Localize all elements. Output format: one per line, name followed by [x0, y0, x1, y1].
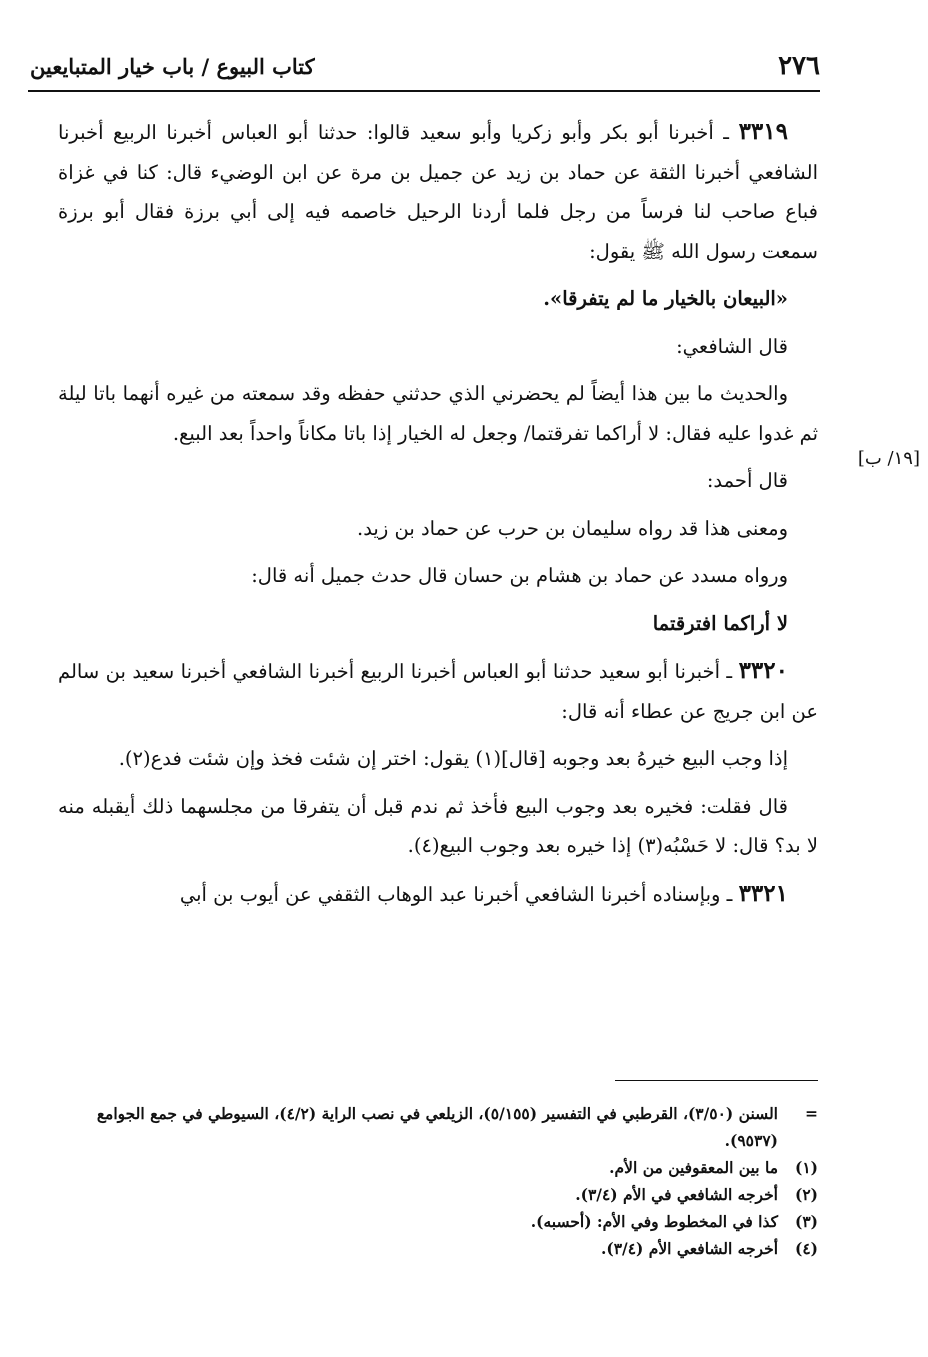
footnote-text: السنن (٣/٥٠)، القرطبي في التفسير (٥/١٥٥)، الزيلعي في نصب الراية (٤/٢)، السيوطي في جمع الجوامع (٩٥٣٧). [96, 1104, 778, 1150]
commentary-paragraph: قال فقلت: فخيره بعد وجوب البيع فأخذ ثم ندم قبل أن يتفرقا من مجلسهما ذلك أيقبله منه لا بد؟ قال: لا حَسْبُه(٣) إذا خيره بعد وجوب البيع(٤). [58, 794, 818, 857]
footnote-mark: (٣) [794, 1212, 818, 1231]
footnote [56, 1181, 818, 1208]
footnote [56, 1208, 818, 1235]
hadith-text: ـ وبإسناده أخبرنا الشافعي أخبرنا عبد الوهاب الثقفي عن أيوب بن أبي [179, 882, 733, 906]
speaker-line: قال أحمد: [706, 469, 788, 492]
commentary-paragraph: ومعنى هذا قد رواه سليمان بن حرب عن حماد بن زيد. [357, 516, 788, 540]
hadith-text: ـ أخبرنا أبو بكر وأبو زكريا وأبو سعيد قالوا: حدثنا أبو العباس أخبرنا الربيع أخبرنا الشافعي أخبرنا الثقة عن حماد بن زيد عن جميل بن مرة عن ابن الوضيء قال: كنا في غزاة فباع صاحب لنا فرساً من رجل فلما أردنا الرحيل خاصمه فيه إلى أبي برزة فقال أبو برزة سمعت رسول الله ﷺ يقول: [58, 121, 818, 263]
hadith-3320 [58, 651, 818, 731]
footnote-mark: (١) [794, 1158, 818, 1177]
hadith-quote: لا أراكما افترقتما [652, 611, 788, 635]
footnotes [56, 1100, 818, 1262]
footnote-text: أخرجه الشافعي الأم (٣/٤). [600, 1239, 778, 1258]
footnote-mark: (٢) [794, 1185, 818, 1204]
hadith-text: ـ أخبرنا أبو سعيد حدثنا أبو العباس أخبرنا الربيع أخبرنا الشافعي أخبرنا سعيد بن سالم عن ابن جريج عن عطاء أنه قال: [58, 660, 818, 723]
footnote-text: أخرجه الشافعي في الأم (٣/٤). [575, 1185, 778, 1204]
footnote-mark: (٤) [794, 1239, 818, 1258]
footnote-text: ما بين المعقوفين من الأم. [609, 1158, 778, 1177]
running-title: كتاب البيوع / باب خيار المتبايعين [30, 53, 315, 79]
hadith-quote: «البيعان بالخيار ما لم يتفرقا». [543, 287, 788, 310]
footnote [56, 1100, 818, 1154]
footnote-separator [615, 1080, 818, 1081]
hadith-number: ٣٣٢٠ [738, 657, 788, 684]
footnote [56, 1235, 818, 1262]
commentary-paragraph: ورواه مسدد عن حماد بن هشام بن حسان قال حدث جميل أنه قال: [251, 564, 788, 587]
hadith-number: ٣٣١٩ [738, 118, 788, 145]
manuscript-folio-note: [١٩/ ب] [857, 448, 920, 469]
commentary-paragraph: إذا وجب البيع خيرهُ بعد وجوبه [قال](١) يقول: اختر إن شئت فخذ وإن شئت فدع(٢). [118, 747, 788, 770]
header-rule [28, 90, 820, 92]
speaker-line: قال الشافعي: [676, 334, 788, 358]
commentary-paragraph: والحديث ما بين هذا أيضاً لم يحضرني الذي حدثني حفظه وقد سمعته من غيره أنهما باتا ليلة ثم غدوا عليه فقال: لا أراكما تفرقتما/ وجعل له الخيار إذا باتا مكاناً واحداً بعد البيع. [58, 382, 818, 445]
page-header [30, 44, 820, 88]
footnote [56, 1154, 818, 1181]
hadith-3319 [58, 112, 818, 271]
footnote-mark: = [805, 1104, 818, 1123]
hadith-number: ٣٣٢١ [738, 879, 788, 907]
main-text [58, 112, 818, 922]
footnote-text: كذا في المخطوط وفي الأم: (أحسبه). [530, 1212, 778, 1231]
page-number: ٢٧٦ [778, 51, 820, 81]
hadith-3321 [58, 874, 818, 915]
